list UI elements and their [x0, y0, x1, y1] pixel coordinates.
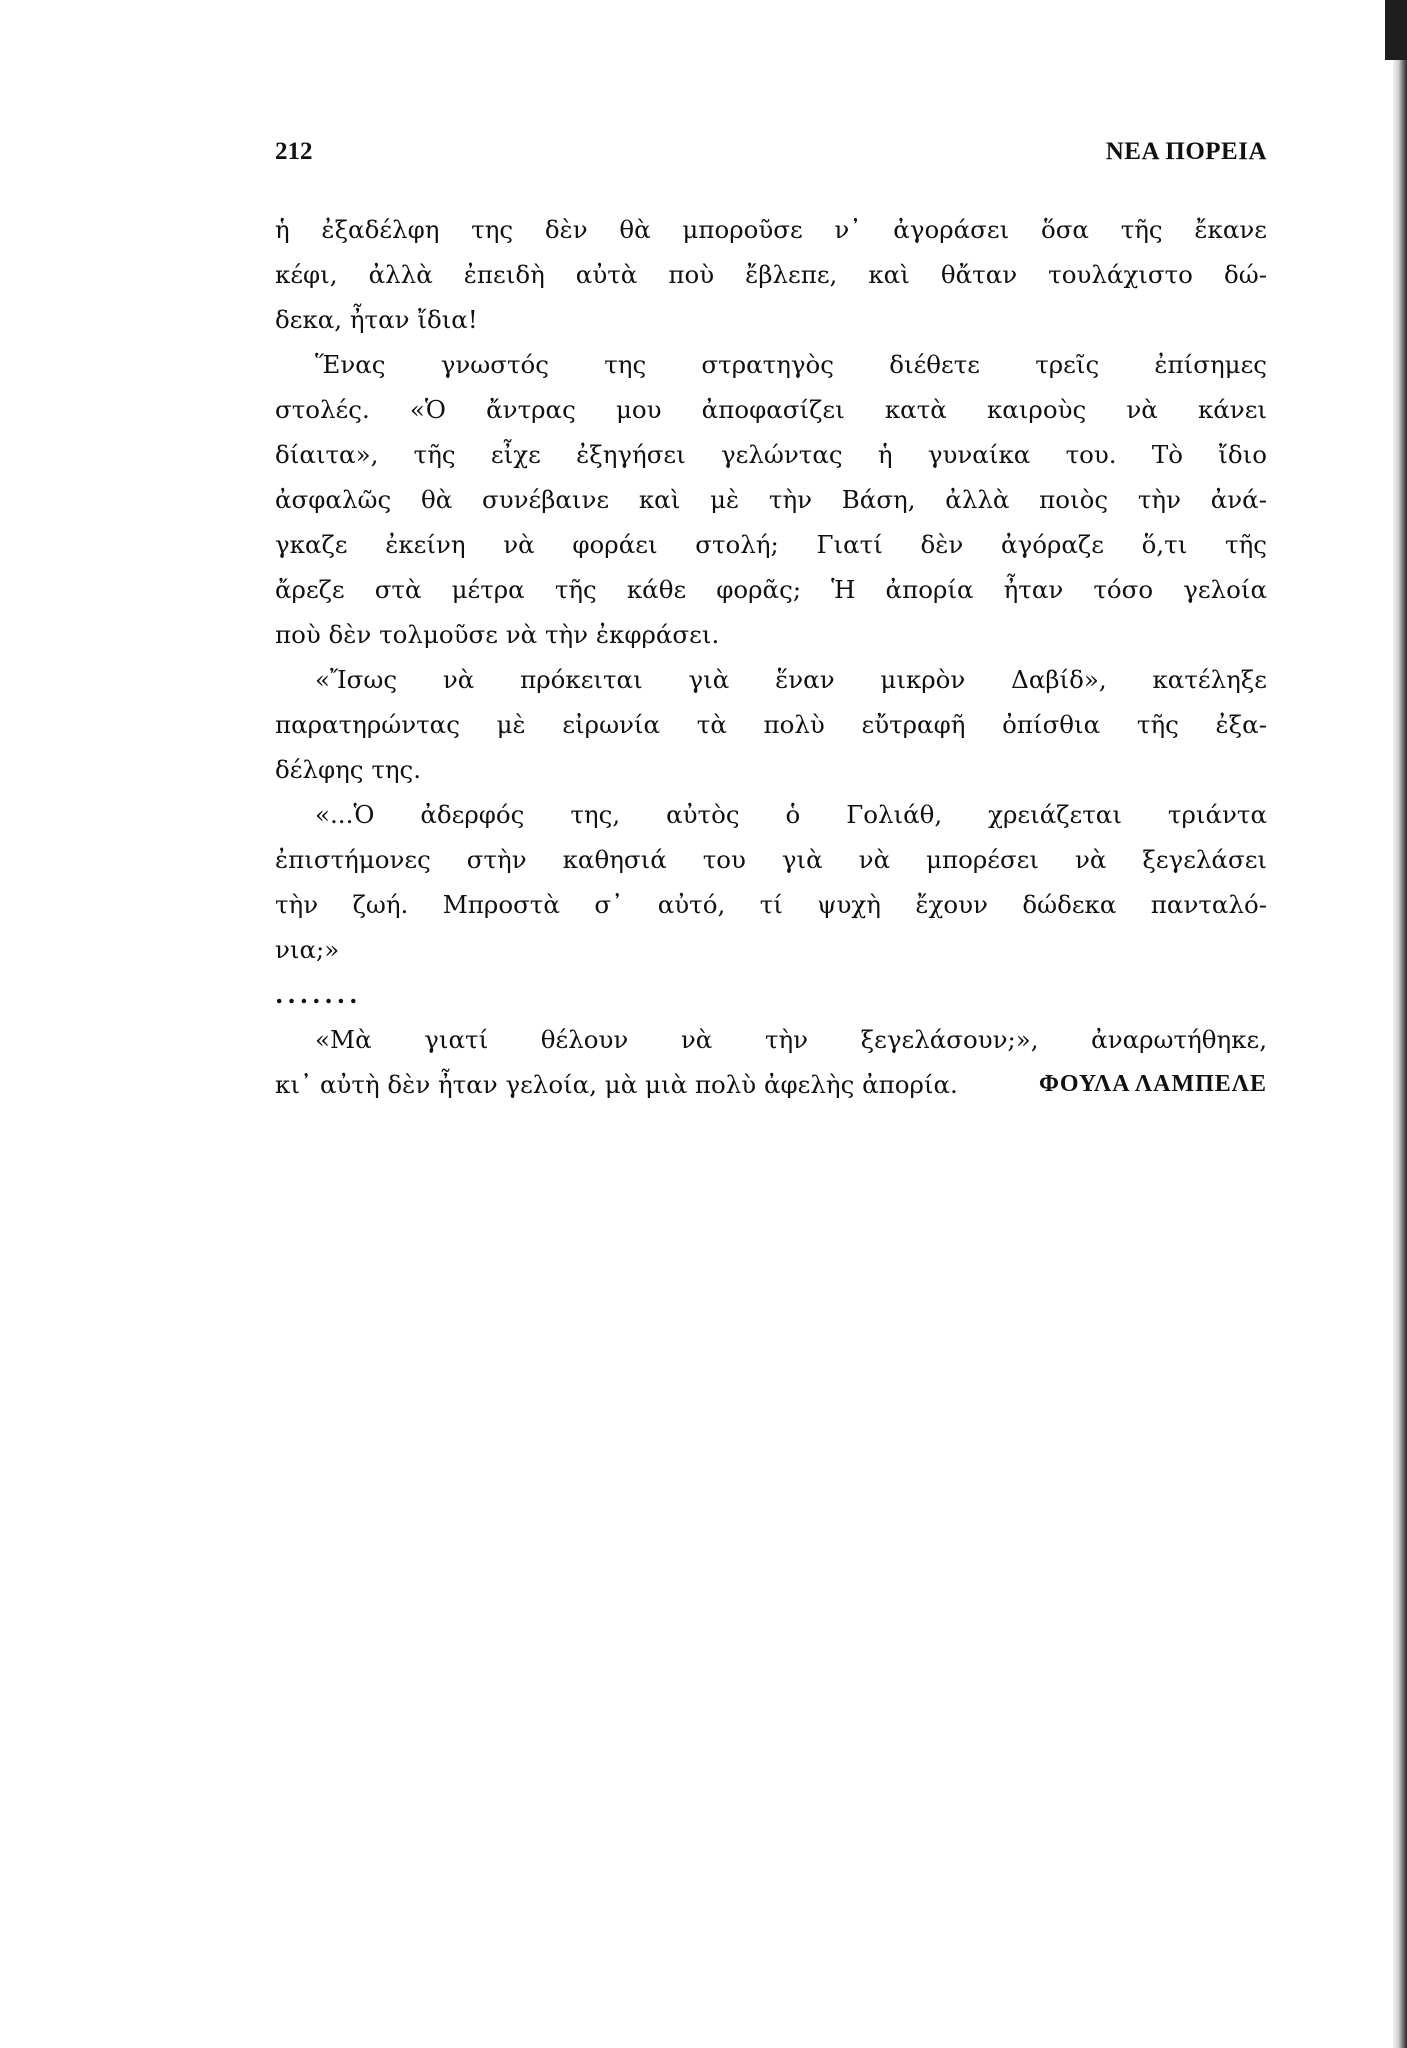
- page-edge-shadow: [1393, 0, 1407, 2048]
- text-line: παρατηρώντας μὲ εἰρωνία τὰ πολὺ εὔτραφῆ ὀπίσθια τῆς ἐξα-: [275, 710, 1267, 739]
- text-line: δέλφης της.: [275, 755, 422, 784]
- text-line: «...Ὁ ἀδερφός της, αὐτὸς ὁ Γολιάθ, χρειάζεται τριάντα: [315, 800, 1267, 829]
- text-line: Ἕνας γνωστός της στρατηγὸς διέθετε τρεῖς ἐπίσημες: [315, 350, 1267, 379]
- text-line: «Μὰ γιατί θέλουν νὰ τὴν ξεγελάσουν;», ἀναρωτήθηκε,: [315, 1025, 1267, 1054]
- text-line: τὴν ζωή. Μπροστὰ σ᾽ αὐτό, τί ψυχὴ ἔχουν δώδεκα πανταλό-: [275, 890, 1267, 919]
- text-line: ἡ ἐξαδέλφη της δὲν θὰ μποροῦσε ν᾽ ἀγοράσει ὅσα τῆς ἔκανε: [275, 215, 1267, 244]
- text-line: κέφι, ἀλλὰ ἐπειδὴ αὐτὰ ποὺ ἔβλεπε, καὶ θἄταν τουλάχιστο δώ-: [275, 260, 1267, 289]
- text-line: δίαιτα», τῆς εἶχε ἐξηγήσει γελώντας ἡ γυναίκα του. Τὸ ἴδιο: [275, 440, 1267, 469]
- article-body: [275, 207, 1267, 1107]
- text-line: κι᾽ αὐτὴ δὲν ἦταν γελοία, μὰ μιὰ πολὺ ἀφελὴς ἀπορία.: [275, 1070, 958, 1099]
- text-line: ἀσφαλῶς θὰ συνέβαινε καὶ μὲ τὴν Βάση, ἀλλὰ ποιὸς τὴν ἀνά-: [275, 485, 1267, 514]
- text-line: δεκα, ἦταν ἴδια!: [275, 305, 478, 334]
- text-line: στολές. «Ὁ ἄντρας μου ἀποφασίζει κατὰ καιροὺς νὰ κάνει: [275, 395, 1267, 424]
- text-line: ἄρεζε στὰ μέτρα τῆς κάθε φορᾶς; Ἡ ἀπορία ἦταν τόσο γελοία: [275, 575, 1267, 604]
- running-title: ΝΕΑ ΠΟΡΕΙΑ: [1105, 138, 1267, 165]
- text-line: νια;»: [275, 935, 340, 964]
- page-edge-corner: [1385, 0, 1407, 60]
- text-line: ποὺ δὲν τολμοῦσε νὰ τὴν ἐκφράσει.: [275, 620, 720, 649]
- page-number: 212: [275, 138, 313, 165]
- text-line: ἐπιστήμονες στὴν καθησιά του γιὰ νὰ μπορέσει νὰ ξεγελάσει: [275, 845, 1267, 874]
- author-signature: ΦΟΥΛΑ ΛΑΜΠΕΛΕ: [1038, 1071, 1267, 1097]
- section-break-dots: .......: [275, 980, 362, 1009]
- text-line: γκαζε ἐκείνη νὰ φοράει στολή; Γιατί δὲν ἀγόραζε ὅ,τι τῆς: [275, 530, 1267, 559]
- page-header: [275, 138, 1267, 168]
- text-line: «Ἴσως νὰ πρόκειται γιὰ ἕναν μικρὸν Δαβίδ», κατέληξε: [315, 665, 1267, 694]
